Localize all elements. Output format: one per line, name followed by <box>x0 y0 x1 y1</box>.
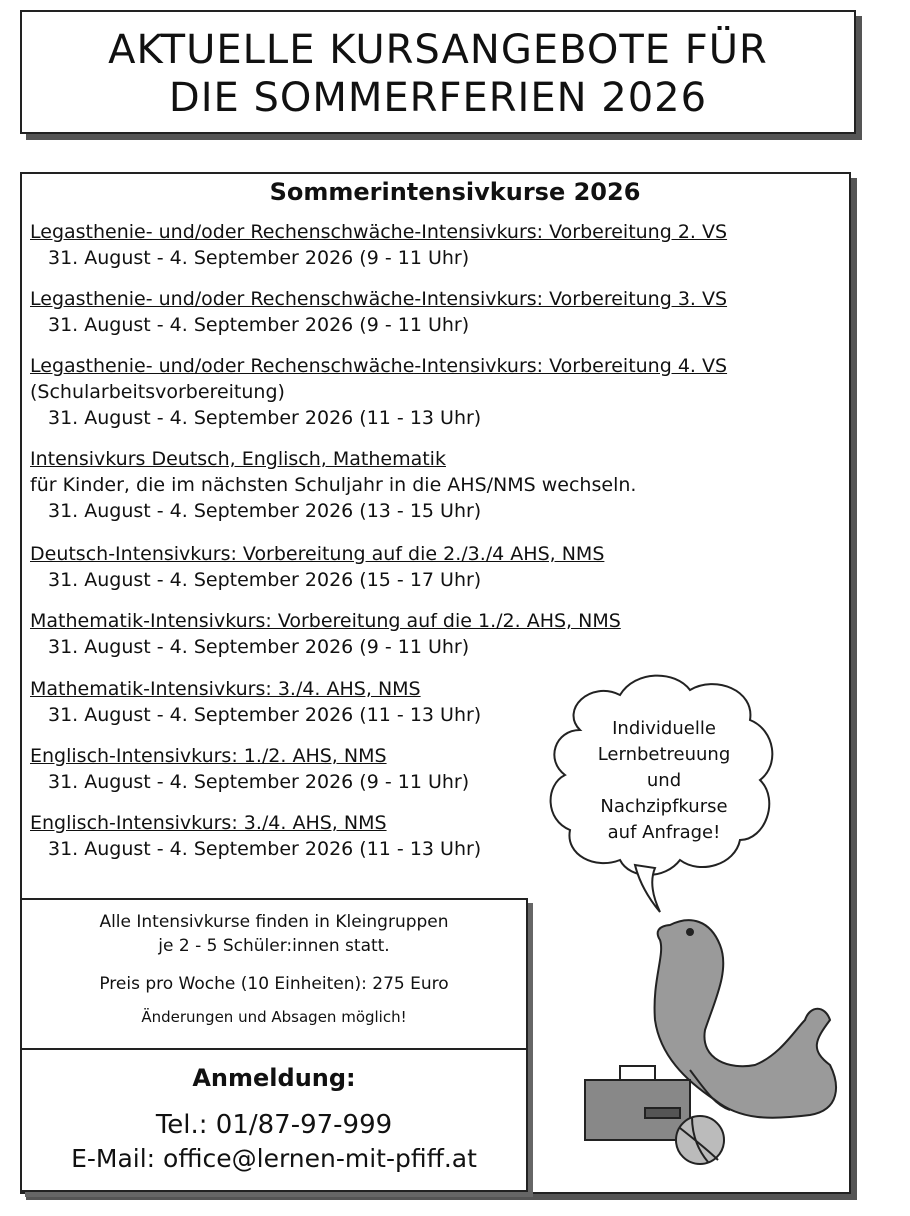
course-note: (Schularbeitsvorbereitung) <box>30 381 285 403</box>
info-line-2: je 2 - 5 Schüler:innen statt. <box>158 936 390 956</box>
title-box <box>20 10 856 134</box>
course-note: für Kinder, die im nächsten Schuljahr in die AHS/NMS wechseln. <box>30 474 637 496</box>
course-title: Mathematik-Intensivkurs: 3./4. AHS, NMS <box>30 678 421 700</box>
course-date: 31. August - 4. September 2026 (11 - 13 Uhr) <box>48 407 482 429</box>
bubble-line: auf Anfrage! <box>607 822 721 843</box>
course-date: 31. August - 4. September 2026 (13 - 15 Uhr) <box>48 500 482 522</box>
title-line-1: AKTUELLE KURSANGEBOTE FÜR <box>108 27 768 73</box>
price-text: Preis pro Woche (10 Einheiten): 275 Euro <box>99 974 449 994</box>
bubble-text <box>584 716 744 846</box>
course-item <box>30 446 636 524</box>
section-heading: Sommerintensivkurse 2026 <box>269 178 641 206</box>
course-title: Englisch-Intensivkurs: 3./4. AHS, NMS <box>30 812 387 834</box>
course-item <box>30 743 469 795</box>
bubble-line: Individuelle <box>612 718 716 739</box>
course-title: Deutsch-Intensivkurs: Vorbereitung auf die 2./3./4 AHS, NMS <box>30 543 605 565</box>
course-item <box>30 286 727 338</box>
changes-text: Änderungen und Absagen möglich! <box>141 1008 407 1026</box>
bubble-line: Nachzipfkurse <box>600 796 728 817</box>
course-date: 31. August - 4. September 2026 (15 - 17 Uhr) <box>48 569 482 591</box>
course-item <box>30 676 481 728</box>
course-title: Intensivkurs Deutsch, Englisch, Mathematik <box>30 448 446 470</box>
info-line-1: Alle Intensivkurse finden in Kleingruppen <box>99 912 449 932</box>
course-item <box>30 219 727 271</box>
course-title: Legasthenie- und/oder Rechenschwäche-Intensivkurs: Vorbereitung 2. VS <box>30 221 728 243</box>
course-item <box>30 541 604 593</box>
course-item <box>30 608 621 660</box>
registration-box <box>20 1048 528 1192</box>
info-box <box>20 898 528 1050</box>
suitcase-icon <box>585 1066 690 1140</box>
course-date: 31. August - 4. September 2026 (11 - 13 Uhr) <box>48 838 482 860</box>
phone-number: Tel.: 01/87-97-999 <box>155 1110 393 1140</box>
course-date: 31. August - 4. September 2026 (9 - 11 Uhr) <box>48 314 470 336</box>
ball-icon <box>676 1116 724 1164</box>
registration-heading: Anmeldung: <box>192 1064 356 1092</box>
email-address: E-Mail: office@lernen-mit-pfiff.at <box>71 1144 477 1173</box>
course-date: 31. August - 4. September 2026 (9 - 11 Uhr) <box>48 247 470 269</box>
course-item <box>30 810 481 862</box>
course-date: 31. August - 4. September 2026 (9 - 11 Uhr) <box>48 771 470 793</box>
course-date: 31. August - 4. September 2026 (9 - 11 Uhr) <box>48 636 470 658</box>
course-title: Legasthenie- und/oder Rechenschwäche-Intensivkurs: Vorbereitung 4. VS <box>30 355 728 377</box>
course-title: Mathematik-Intensivkurs: Vorbereitung auf die 1./2. AHS, NMS <box>30 610 621 632</box>
bubble-line: Lernbetreuung <box>597 744 731 765</box>
course-title: Legasthenie- und/oder Rechenschwäche-Intensivkurs: Vorbereitung 3. VS <box>30 288 728 310</box>
course-title: Englisch-Intensivkurs: 1./2. AHS, NMS <box>30 745 387 767</box>
course-item <box>30 353 727 431</box>
title-line-2: DIE SOMMERFERIEN 2026 <box>168 75 708 121</box>
course-date: 31. August - 4. September 2026 (11 - 13 Uhr) <box>48 704 482 726</box>
bubble-line: und <box>646 770 682 791</box>
